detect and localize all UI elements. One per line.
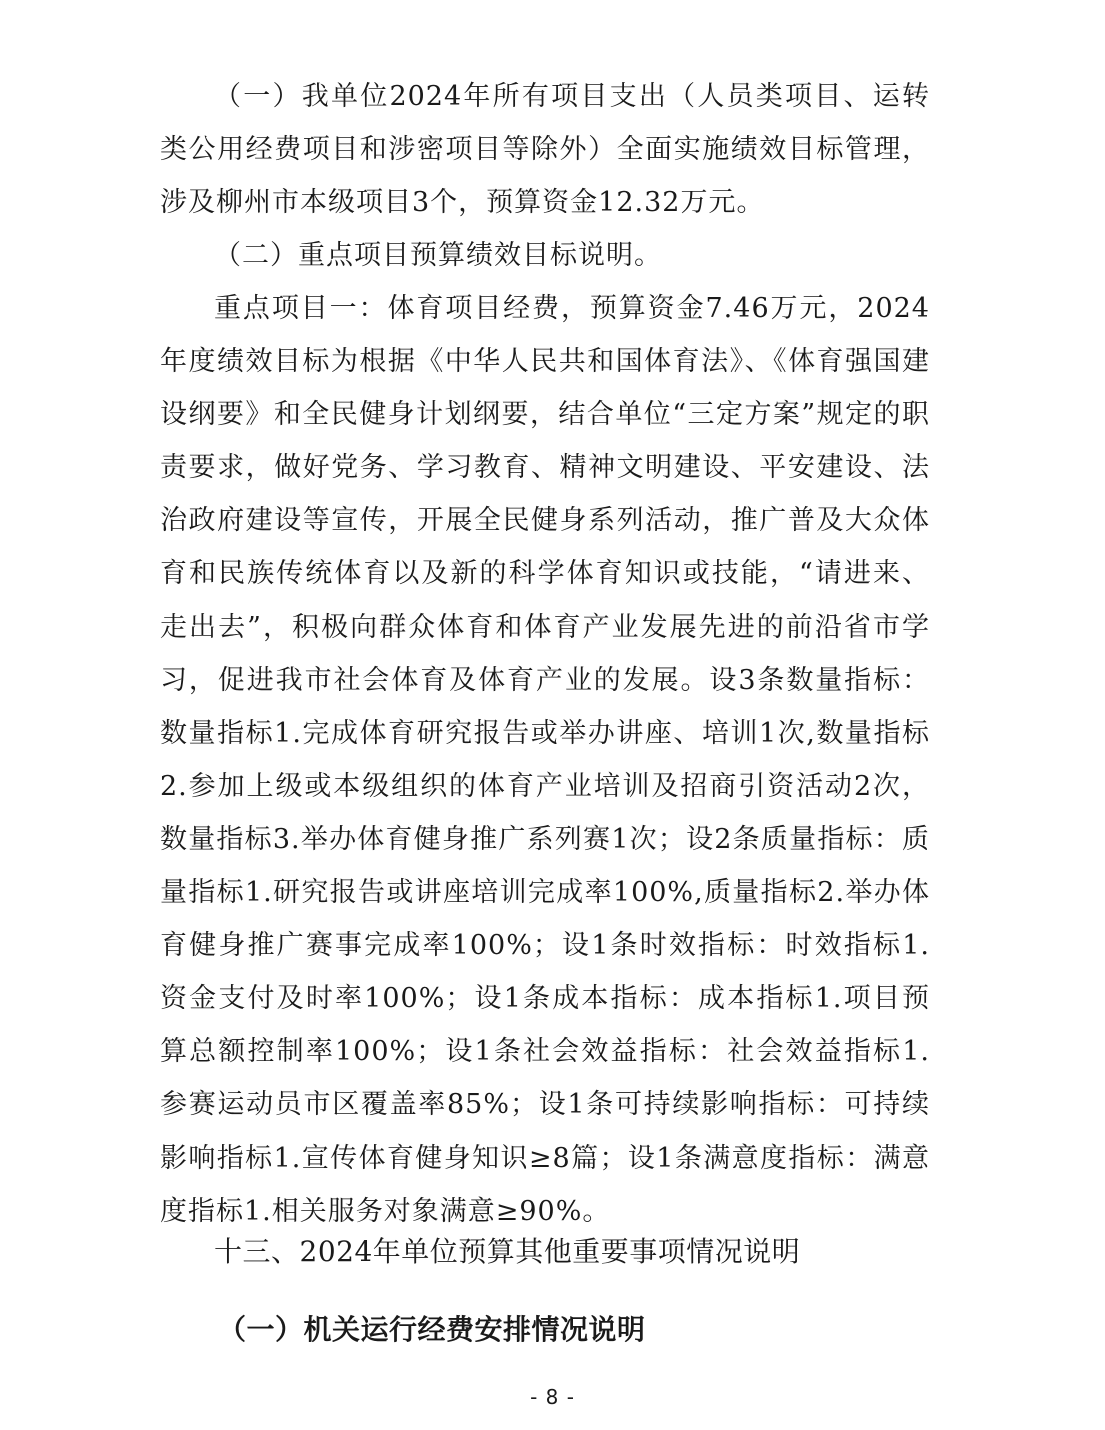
section-heading-13: 十三、2024年单位预算其他重要事项情况说明 (214, 1235, 801, 1268)
paragraph-key-project-one: 重点项目一：体育项目经费，预算资金7.46万元，2024年度绩效目标为根据《中华人民共和国体育法》、《体育强国建设纲要》和全民健身计划纲要，结合单位“三定方案”规定的职责要求，做好党务、学习教育、精神文明建设、平安建设、法治政府建设等宣传，开展全民健身系列活动，推广普及大众体育和民族传统体育以及新的科学体育知识或技能，“请进来、走出去”，积极向群众体育和体育产业发展先进的前沿省市学习，促进我市社会体育及体育产业的发展。设3条数量指标：数量指标1.完成体育研究报告或举办讲座、培训1次,数量指标2.参加上级或本级组织的体育产业培训及招商引资活动2次，数量指标3.举办体育健身推广系列赛1次；设2条质量指标：质量指标1.研究报告或讲座培训完成率100%,质量指标2.举办体育健身推广赛事完成率100%；设1条时效指标：时效指标1.资金支付及时率100%；设1条成本指标：成本指标1.项目预算总额控制率100%；设1条社会效益指标：社会效益指标1.参赛运动员市区覆盖率85%；设1条可持续影响指标：可持续影响指标1.宣传体育健身知识≥8篇；设1条满意度指标：满意度指标1.相关服务对象满意≥90%。 (160, 293, 930, 1227)
paragraph-performance-management: （一）我单位2024年所有项目支出（人员类项目、运转类公用经费项目和涉密项目等除外）全面实施绩效目标管理，涉及柳州市本级项目3个，预算资金12.32万元。 (160, 81, 930, 219)
paragraph-key-project-intro: （二）重点项目预算绩效目标说明。 (214, 240, 662, 271)
subsection-heading-operating-expenses: （一）机关运行经费安排情况说明 (218, 1313, 646, 1346)
page-number: - 8 - (530, 1385, 575, 1409)
